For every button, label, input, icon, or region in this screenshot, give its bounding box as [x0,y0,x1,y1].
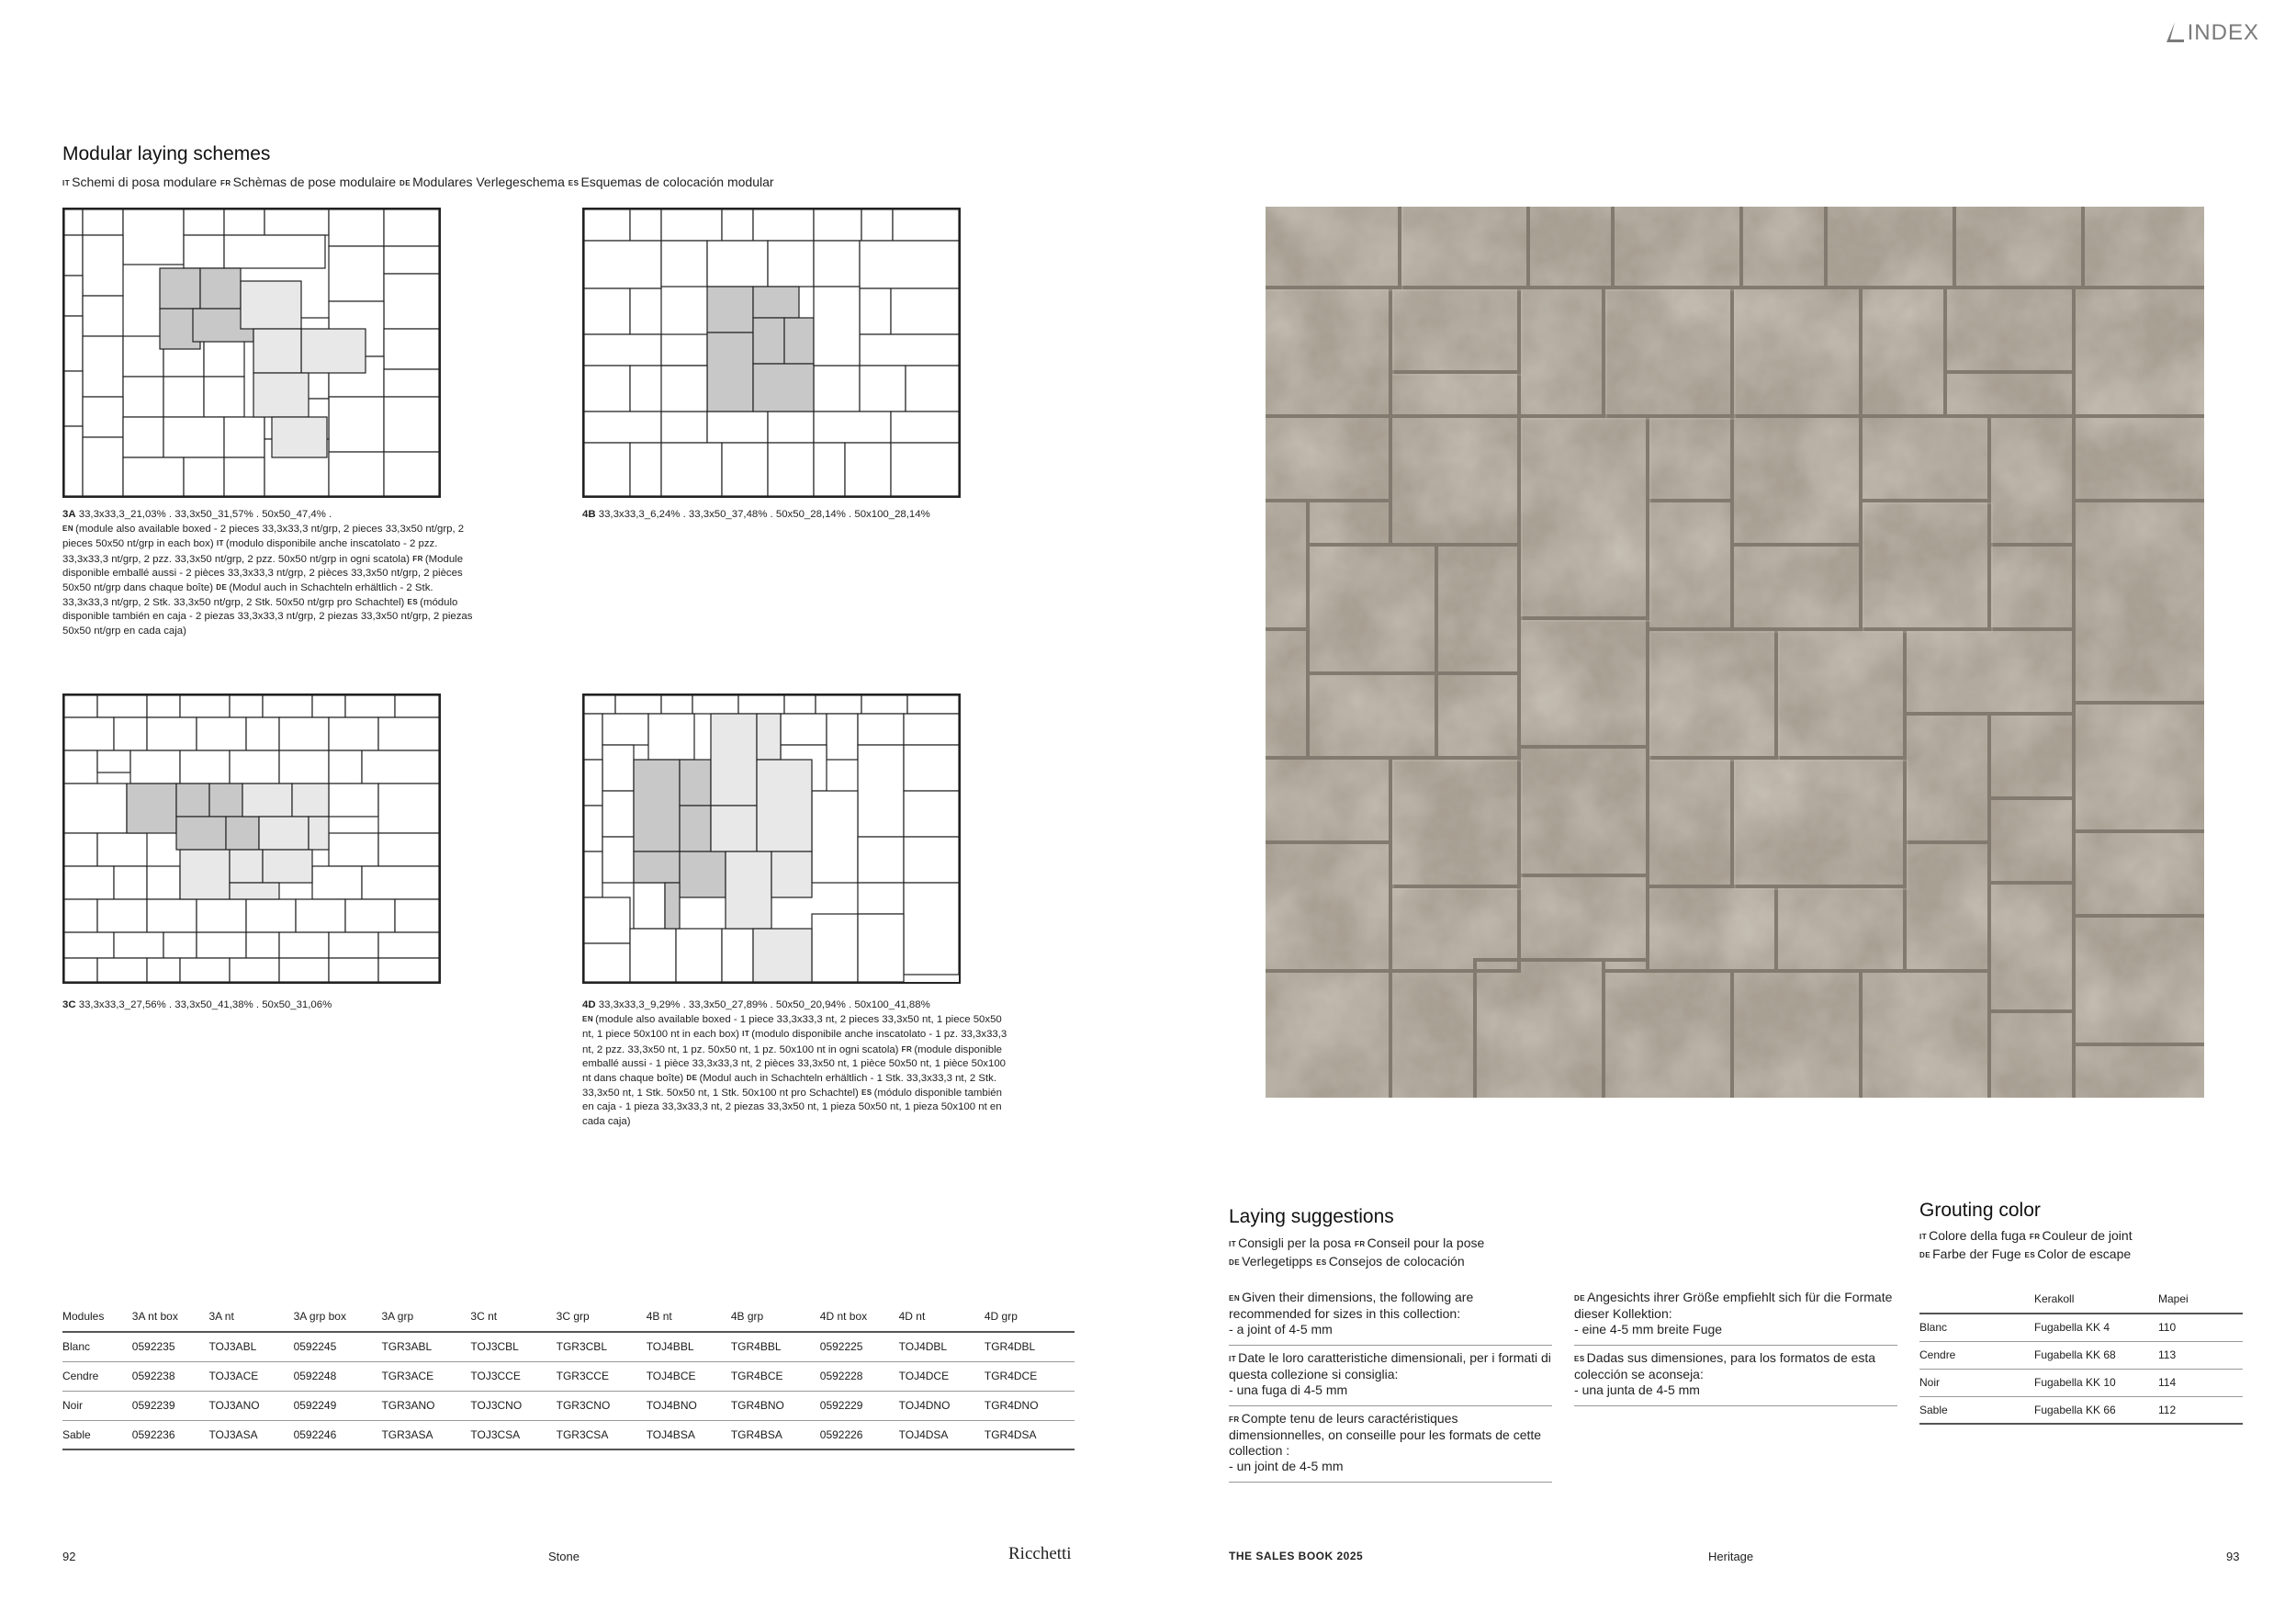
table-cell: TGR3CSA [557,1420,647,1449]
lang-tag: EN [62,524,74,534]
subtitle-de: Farbe der Fuge [1932,1246,2021,1261]
column-header: 4D nt box [820,1301,899,1332]
suggestion-joint: una fuga di 4-5 mm [1236,1382,1348,1397]
grout-title: Grouting color [1919,1200,2041,1221]
lang-tag: DE [1574,1294,1586,1303]
scheme-4b-pattern [584,209,959,496]
table-cell: TOJ4DNO [899,1391,985,1420]
table-cell: 0592239 [132,1391,209,1420]
laying-suggestion-en: EN Given their dimensions, the following are recommended for sizes in this collection: - a joint of 4-5 mm [1229,1290,1552,1346]
lang-tag: FR [1354,1240,1366,1248]
table-cell: TGR3CBL [557,1332,647,1361]
note-it: (modulo disponibile anche inscatolato - 1 pz. 33,3x33,3 nt, 2 pzz. 33,3x50 nt, 1 pz. 50x50 nt, 1 pz. 50x100 nt in ogni scatola) [582,1029,1007,1055]
suggestion-joint: eine 4-5 mm breite Fuge [1581,1322,1723,1336]
column-header: 3A grp box [294,1301,382,1332]
table-cell: Sable [1919,1396,2034,1424]
index-label: INDEX [2187,20,2259,45]
column-header: 4D nt [899,1301,985,1332]
lang-tag: FR [1229,1415,1240,1424]
table-cell: TOJ3ASA [208,1420,293,1449]
table-cell: TGR3ABL [381,1332,470,1361]
table-cell: TGR4DNO [985,1391,1075,1420]
table-cell: Fugabella KK 68 [2034,1341,2158,1369]
note-de: (Modul auch in Schachteln erhältlich - 1 Stk. 33,3x33,3 nt, 2 Stk. 33,3x50 nt, 1 Stk. 50x50 nt, 1 Stk. 50x100 nt pro Schachtel) [582,1073,997,1100]
lang-tag: DE [1919,1251,1931,1259]
table-cell: 0592246 [294,1420,382,1449]
table-header-row [1919,1284,2243,1314]
table-cell: TOJ3CCE [470,1361,556,1391]
ricchetti-logo-icon [2164,22,2184,44]
note-fr: (module disponible emballé aussi - 1 pièce 33,3x33,3 nt, 2 pièces 33,3x50 nt, 1 pièce 50x50 nt, 1 pièce 50x100 nt dans chaque boîte) [582,1043,1006,1085]
note-es: (módulo disponible también en caja - 2 piezas 33,3x33,3 nt/grp, 2 piezas 33,3x50 nt/grp, 2 piezas 50x50 nt/grp en cada caja) [62,597,473,637]
table-cell: 112 [2158,1396,2243,1424]
column-header: 3A nt [208,1301,293,1332]
column-header: 3C grp [557,1301,647,1332]
section-subtitle [62,175,774,189]
column-header: 4B nt [647,1301,731,1332]
lang-tag: FR [901,1044,913,1054]
table-row [1919,1396,2243,1424]
table-cell: 114 [2158,1369,2243,1396]
table-cell: TGR3CNO [557,1391,647,1420]
table-cell: TGR4BBL [731,1332,820,1361]
lang-tag: ES [2024,1251,2036,1259]
table-cell: 0592245 [294,1332,382,1361]
suggestion-text: Dadas sus dimensiones, para los formatos de esta colección se aconseja: [1574,1350,1876,1382]
laying-suggestion-es: ES Dadas sus dimensiones, para los formatos de esta colección se aconseja: - una junta de 4-5 mm [1574,1350,1897,1406]
table-cell: Fugabella KK 10 [2034,1369,2158,1396]
table-row [1919,1314,2243,1341]
scheme-formats: 33,3x33,3_6,24% . 33,3x50_37,48% . 50x50_28,14% . 50x100_28,14% [598,509,930,520]
index-link[interactable] [2164,20,2259,46]
table-row [1919,1341,2243,1369]
scheme-formats: 33,3x33,3_27,56% . 33,3x50_41,38% . 50x50_31,06% [78,999,332,1010]
column-header: 3A grp [381,1301,470,1332]
table-cell: TGR4BSA [731,1420,820,1449]
scheme-code: 3C [62,999,76,1010]
lang-tag: IT [216,539,224,548]
table-cell: TGR3ANO [381,1391,470,1420]
table-cell: TOJ3CNO [470,1391,556,1420]
column-header: 3C nt [470,1301,556,1332]
column-header: 4D grp [985,1301,1075,1332]
suggestion-text: Given their dimensions, the following are recommended for sizes in this collection: [1229,1290,1474,1321]
lang-tag: IT [1919,1233,1928,1241]
scheme-code: 3A [62,509,76,520]
table-row [62,1420,1075,1449]
table-row [62,1361,1075,1391]
lang-tag: ES [568,179,580,187]
lang-tag: DE [1229,1258,1241,1267]
subtitle-de: Modulares Verlegeschema [412,175,565,189]
table-cell: TOJ3ABL [208,1332,293,1361]
table-cell: 0592236 [132,1420,209,1449]
note-it: (modulo disponibile anche inscatolato - 2 pzz. 33,3x33,3 nt/grp, 2 pzz. 33,3x50 nt/grp, 2 pzz. 50x50 nt/grp in ogni scatola) [62,538,438,565]
suggestion-text: Angesichts ihrer Größe empfiehlt sich für die Formate dieser Kollektion: [1574,1290,1893,1321]
note-en: (module also available boxed - 1 piece 33,3x33,3 nt, 2 pieces 33,3x50 nt, 1 piece 50x50 nt, 1 piece 50x100 nt in each box) [582,1014,1002,1041]
suggestion-text: Compte tenu de leurs caractéristiques dimensionnelles, on conseille pour les formats de cette collection : [1229,1411,1542,1458]
scheme-3a-diagram [62,208,441,498]
column-header [1919,1284,2034,1314]
subtitle-es: Color de escape [2037,1246,2132,1261]
laying-subtitle [1229,1235,1484,1271]
table-cell: Noir [62,1391,132,1420]
product-codes-table [62,1301,1075,1450]
lang-tag: FR [412,554,423,563]
note-en: (module also available boxed - 2 pieces 33,3x33,3 nt/grp, 2 pieces 33,3x50 nt/grp, 2 pieces 50x50 nt/grp in each box) [62,524,465,550]
lang-tag: IT [742,1030,750,1039]
table-cell: 0592226 [820,1420,899,1449]
table-cell: TGR3CCE [557,1361,647,1391]
column-header: Mapei [2158,1284,2243,1314]
table-cell: TGR4BNO [731,1391,820,1420]
section-title: Modular laying schemes [62,143,271,164]
lang-tag: ES [407,598,419,607]
subtitle-fr: Schèmas de pose modulaire [232,175,397,189]
scheme-formats: 33,3x33,3_21,03% . 33,3x50_31,57% . 50x50_47,4% . [78,509,332,520]
table-row [1919,1369,2243,1396]
scheme-4b-caption [582,508,1041,522]
table-cell: TOJ3CBL [470,1332,556,1361]
scheme-code: 4B [582,509,596,520]
table-cell: TGR3ASA [381,1420,470,1449]
table-cell: 0592225 [820,1332,899,1361]
table-row [62,1332,1075,1361]
stone-tile-layout [1266,207,2204,1098]
table-cell: TOJ4BSA [647,1420,731,1449]
table-cell: 0592238 [132,1361,209,1391]
scheme-code: 4D [582,999,596,1010]
table-cell: Fugabella KK 66 [2034,1396,2158,1424]
page-number-right: 93 [2226,1550,2240,1563]
lang-tag: ES [861,1088,872,1098]
lang-tag: FR [219,179,231,187]
subtitle-de: Verlegetipps [1242,1254,1313,1269]
table-cell: 0592235 [132,1332,209,1361]
table-header-row [62,1301,1075,1332]
subtitle-it: Consigli per la posa [1238,1235,1352,1250]
scheme-4d-caption [582,998,1014,1129]
scheme-3c-pattern [64,695,439,982]
table-cell: TGR4BCE [731,1361,820,1391]
table-cell: TOJ4BBL [647,1332,731,1361]
note-de: (Modul auch in Schachteln erhältlich - 2 Stk. 33,3x33,3 nt/grp, 2 Stk. 33,3x50 nt/grp, 2 Stk. 50x50 nt/grp pro Schachtel) [62,582,433,609]
column-header: Kerakoll [2034,1284,2158,1314]
lang-tag: DE [686,1074,698,1083]
scheme-formats: 33,3x33,3_9,29% . 33,3x50_27,89% . 50x50_20,94% . 50x100_41,88% [598,999,930,1010]
table-cell: TOJ4DBL [899,1332,985,1361]
footer-collection: Stone [548,1550,580,1563]
lang-tag: ES [1574,1355,1585,1363]
suggestion-joint: una junta de 4-5 mm [1581,1382,1700,1397]
lang-tag: DE [399,179,411,187]
lang-tag: EN [582,1015,594,1024]
grout-subtitle [1919,1227,2133,1264]
laying-title: Laying suggestions [1229,1206,1394,1227]
lang-tag: EN [1229,1294,1241,1303]
table-cell: Blanc [62,1332,132,1361]
column-header: 4B grp [731,1301,820,1332]
subtitle-es: Esquemas de colocación modular [580,175,774,189]
table-cell: TOJ4DCE [899,1361,985,1391]
scheme-3c-caption [62,998,476,1012]
table-cell: 0592228 [820,1361,899,1391]
table-cell: TOJ3CSA [470,1420,556,1449]
lang-tag: IT [1229,1240,1237,1248]
scheme-4b-diagram [582,208,961,498]
table-cell: Fugabella KK 4 [2034,1314,2158,1341]
scheme-3a-pattern [64,209,439,496]
table-cell: 0592249 [294,1391,382,1420]
table-cell: Blanc [1919,1314,2034,1341]
table-cell: Noir [1919,1369,2034,1396]
laying-suggestion-fr: FR Compte tenu de leurs caractéristiques dimensionnelles, on conseille pour les formats de cette collection : - un joint de 4-5 mm [1229,1411,1552,1483]
table-cell: TOJ3ANO [208,1391,293,1420]
page-number-left: 92 [62,1550,76,1563]
table-cell: TGR4DCE [985,1361,1075,1391]
footer-series: Heritage [1708,1550,1754,1563]
table-cell: TGR4DBL [985,1332,1075,1361]
scheme-4d-diagram [582,694,961,984]
table-cell: Cendre [1919,1341,2034,1369]
suggestion-text: Date le loro caratteristiche dimensionali, per i formati di questa collezione si consiglia: [1229,1350,1551,1382]
note-fr: (Module disponible emballé aussi - 2 pièces 33,3x33,3 nt/grp, 2 pièces 33,3x50 nt/grp, 2 pièces 50x50 nt/grp dans chaque boîte) [62,553,464,594]
table-cell: Cendre [62,1361,132,1391]
brand-logo: Ricchetti [1008,1544,1072,1563]
laying-suggestion-de: DE Angesichts ihrer Größe empfiehlt sich für die Formate dieser Kollektion: - eine 4-5 mm breite Fuge [1574,1290,1897,1346]
subtitle-fr: Conseil pour la pose [1367,1235,1485,1250]
footer-book-title: THE SALES BOOK 2025 [1229,1550,1364,1562]
table-cell: TGR3ACE [381,1361,470,1391]
scheme-4d-pattern [584,695,959,982]
table-cell: TOJ4DSA [899,1420,985,1449]
table-cell: 110 [2158,1314,2243,1341]
table-cell: TGR4DSA [985,1420,1075,1449]
note-es: (módulo disponible también en caja - 1 pieza 33,3x33,3 nt, 2 piezas 33,3x50 nt, 1 pieza 50x50 nt, 1 pieza 50x100 nt en cada caja) [582,1088,1002,1127]
lang-tag: IT [1229,1355,1237,1363]
subtitle-it: Schemi di posa modulare [72,175,218,189]
table-cell: Sable [62,1420,132,1449]
subtitle-es: Consejos de colocación [1328,1254,1465,1269]
column-header: 3A nt box [132,1301,209,1332]
table-row [62,1391,1075,1420]
scheme-3c-diagram [62,694,441,984]
lang-tag: DE [216,583,228,592]
scheme-3a-caption [62,508,476,638]
table-cell: TOJ4BCE [647,1361,731,1391]
suggestion-joint: un joint de 4-5 mm [1236,1459,1344,1473]
table-cell: 113 [2158,1341,2243,1369]
table-cell: TOJ3ACE [208,1361,293,1391]
subtitle-fr: Couleur de joint [2042,1228,2133,1243]
grout-color-table [1919,1284,2243,1425]
subtitle-it: Colore della fuga [1929,1228,2026,1243]
laying-suggestion-it: IT Date le loro caratteristiche dimensionali, per i formati di questa collezione si consiglia: - una fuga di 4-5 mm [1229,1350,1552,1406]
stone-floor-photo [1266,207,2204,1098]
table-cell: TOJ4BNO [647,1391,731,1420]
table-cell: 0592229 [820,1391,899,1420]
lang-tag: IT [62,179,71,187]
lang-tag: FR [2029,1233,2041,1241]
lang-tag: ES [1316,1258,1327,1267]
suggestion-joint: a joint of 4-5 mm [1236,1322,1333,1336]
column-header: Modules [62,1301,132,1332]
table-cell: 0592248 [294,1361,382,1391]
